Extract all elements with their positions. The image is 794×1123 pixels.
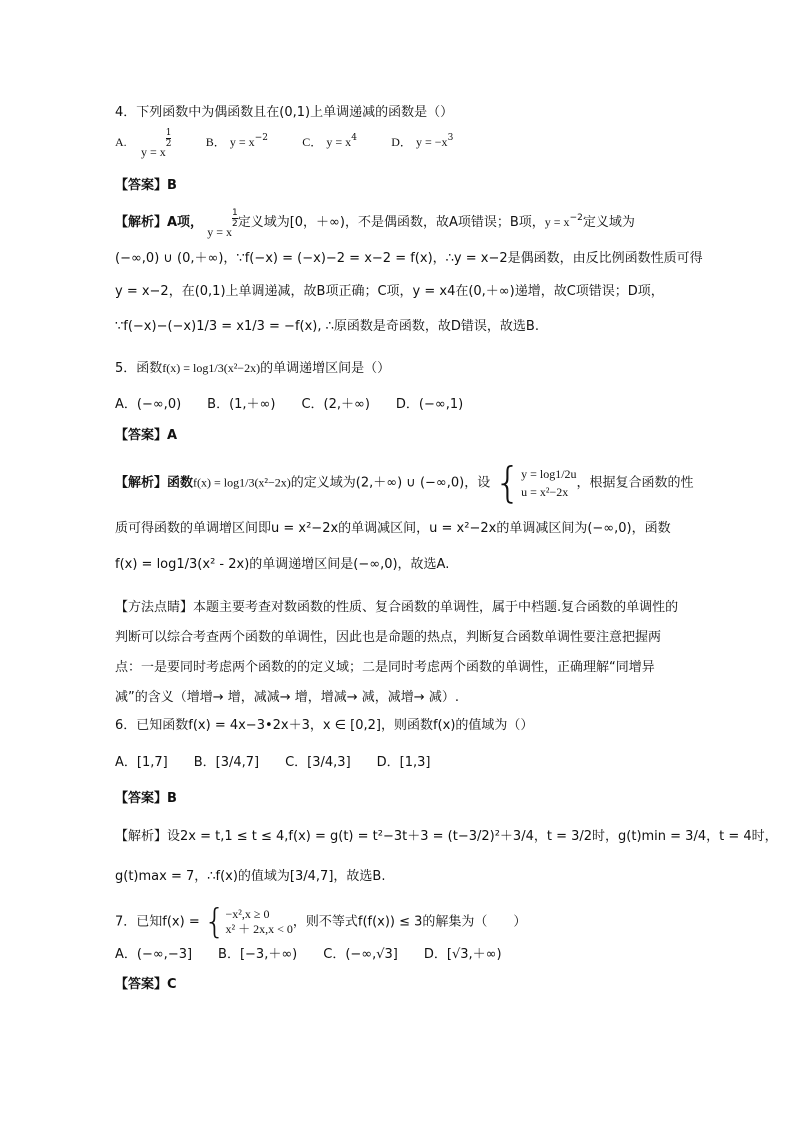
q7-piecewise-brace: {: [203, 902, 226, 942]
q6-options: A．[1,7] B．[3/4,7] C．[3/4,3] D．[1,3]: [115, 755, 431, 770]
q4-option-d-expr: y = −x: [416, 135, 448, 149]
q5-exp-expr: f(x) = log1/3(x²−2x): [193, 475, 291, 490]
q5-stem-prefix: 5．函数: [115, 361, 163, 376]
q7-case2: x² ＋ 2x,x < 0: [225, 922, 293, 936]
q4-option-c-sup: 4: [351, 133, 357, 143]
q7-stem-prefix: 7．已知f(x) =: [115, 914, 200, 930]
q7-stem-suffix: ，则不等式f(f(x)) ≤ 3的解集为（ ）: [292, 914, 527, 930]
q4-explanation-line2: (−∞,0) ∪ (0,＋∞)，∵f(−x) = (−x)−2 = x−2 = f(x)，∴y = x−2是偶函数，由反比例函数性质可得: [115, 251, 703, 266]
q6-stem: 6．已知函数f(x) = 4x−3•2x＋3，x ∈ [0,2]，则函数f(x)的值域为（）: [115, 718, 534, 733]
q4-option-d-sup: 3: [447, 133, 454, 143]
q7-case1: −x²,x ≥ 0: [225, 907, 270, 921]
q4-option-a-exponent: $\frac{1}{2}$: [165, 128, 172, 149]
q5-explanation-line1: [115, 458, 694, 507]
q4-option-b-expr: y = x: [229, 135, 255, 149]
q7-stem: [115, 902, 527, 942]
q4-exp-expr-b: y = x: [544, 215, 570, 229]
q5-method-note: 【方法点睛】本题主要考查对数函数的性质、复合函数的单调性，属于中档题.复合函数的单调性的判断可以综合考查两个函数的单调性，因此也是命题的热点，判断复合函数单调性要注意把握两点：一是要同时考虑两个函数的的定义域；二是同时考虑两个函数的单调性，正确理解“同增异减”的含义（增增→ 增，减减→ 增，增减→ 减，减增→ 减）.: [115, 600, 679, 705]
q5-system-bottom: u = x²−2x: [521, 485, 569, 499]
q5-answer: 【答案】A: [115, 428, 178, 443]
q4-explanation-line4: ∵f(−x)−(−x)1/3 = x1/3 = −f(x), ∴原函数是奇函数，故D错误，故选B.: [115, 319, 539, 334]
q4-stem: 4．下列函数中为偶函数且在(0,1)上单调递减的函数是（）: [115, 105, 454, 120]
q5-exp-text-b: ，根据复合函数的性: [576, 475, 694, 491]
q5-explanation-line3: f(x) = log1/3(x² - 2x)的单调递增区间是(−∞,0)，故选A.: [115, 557, 450, 572]
q4-exp-expr-a: y = x: [207, 225, 232, 239]
q5-system: [521, 465, 576, 501]
q4-option-a-label: A.: [115, 135, 127, 149]
q5-system-top: y = log1/2u: [521, 467, 577, 481]
q5-explanation-line2: 质可得函数的单调增区间即u = x²−2x的单调减区间，u = x²−2x的单调减区间为(−∞,0)，函数: [115, 521, 671, 536]
q5-system-brace: {: [494, 458, 522, 507]
q4-exp-label: 【解析】A项，: [115, 215, 204, 230]
q6-answer: 【答案】B: [115, 791, 177, 806]
q4-exp-exponent: $\frac{1}{2}$: [231, 208, 238, 229]
q4-options: [115, 128, 454, 159]
q4-option-a-expr: y = x: [140, 145, 166, 159]
q4-explanation-line1: [115, 208, 635, 239]
q6-explanation-line2: g(t)max = 7，∴f(x)的值域为[3/4,7]，故选B.: [115, 869, 386, 884]
q4-option-c-expr: y = x: [326, 135, 352, 149]
q7-options: A．(−∞,−3] B．[−3,＋∞) C．(−∞,√3] D．[√3,＋∞): [115, 947, 502, 962]
q5-stem-suffix: 的单调递增区间是（）: [260, 361, 391, 376]
q4-exp-text-b: 定义域为: [582, 215, 635, 230]
q4-explanation-line3: y = x−2，在(0,1)上单调递减，故B项正确；C项，y = x4在(0,＋∞)递增，故C项错误；D项，: [115, 284, 664, 299]
q4-option-b-sup: −2: [254, 133, 268, 143]
q5-exp-text-a: 的定义域为(2,＋∞) ∪ (−∞,0)，设: [290, 475, 491, 491]
q4-exp-sup-b: −2: [569, 213, 583, 223]
q4-exp-text-a: 定义域为[0，＋∞)，不是偶函数，故A项错误；B项，: [237, 215, 545, 230]
q4-option-b-label: B．: [205, 135, 226, 149]
q7-piecewise: [226, 907, 293, 937]
q5-stem: [115, 359, 390, 378]
q7-answer: 【答案】C: [115, 977, 177, 992]
q5-stem-expr: f(x) = log1/3(x²−2x): [162, 361, 261, 375]
q5-exp-label: 【解析】函数: [115, 475, 194, 491]
q5-options: A．(−∞,0) B．(1,＋∞) C．(2,＋∞) D．(−∞,1): [115, 397, 464, 412]
q4-option-d-label: D．: [391, 135, 412, 149]
q4-answer: 【答案】B: [115, 178, 177, 193]
q4-option-c-label: C．: [302, 135, 323, 149]
q6-explanation-line1: 【解析】设2x = t,1 ≤ t ≤ 4,f(x) = g(t) = t²−3t＋3 = (t−3/2)²＋3/4，t = 3/2时，g(t)min = 3/4，t = 4时，: [115, 829, 778, 844]
